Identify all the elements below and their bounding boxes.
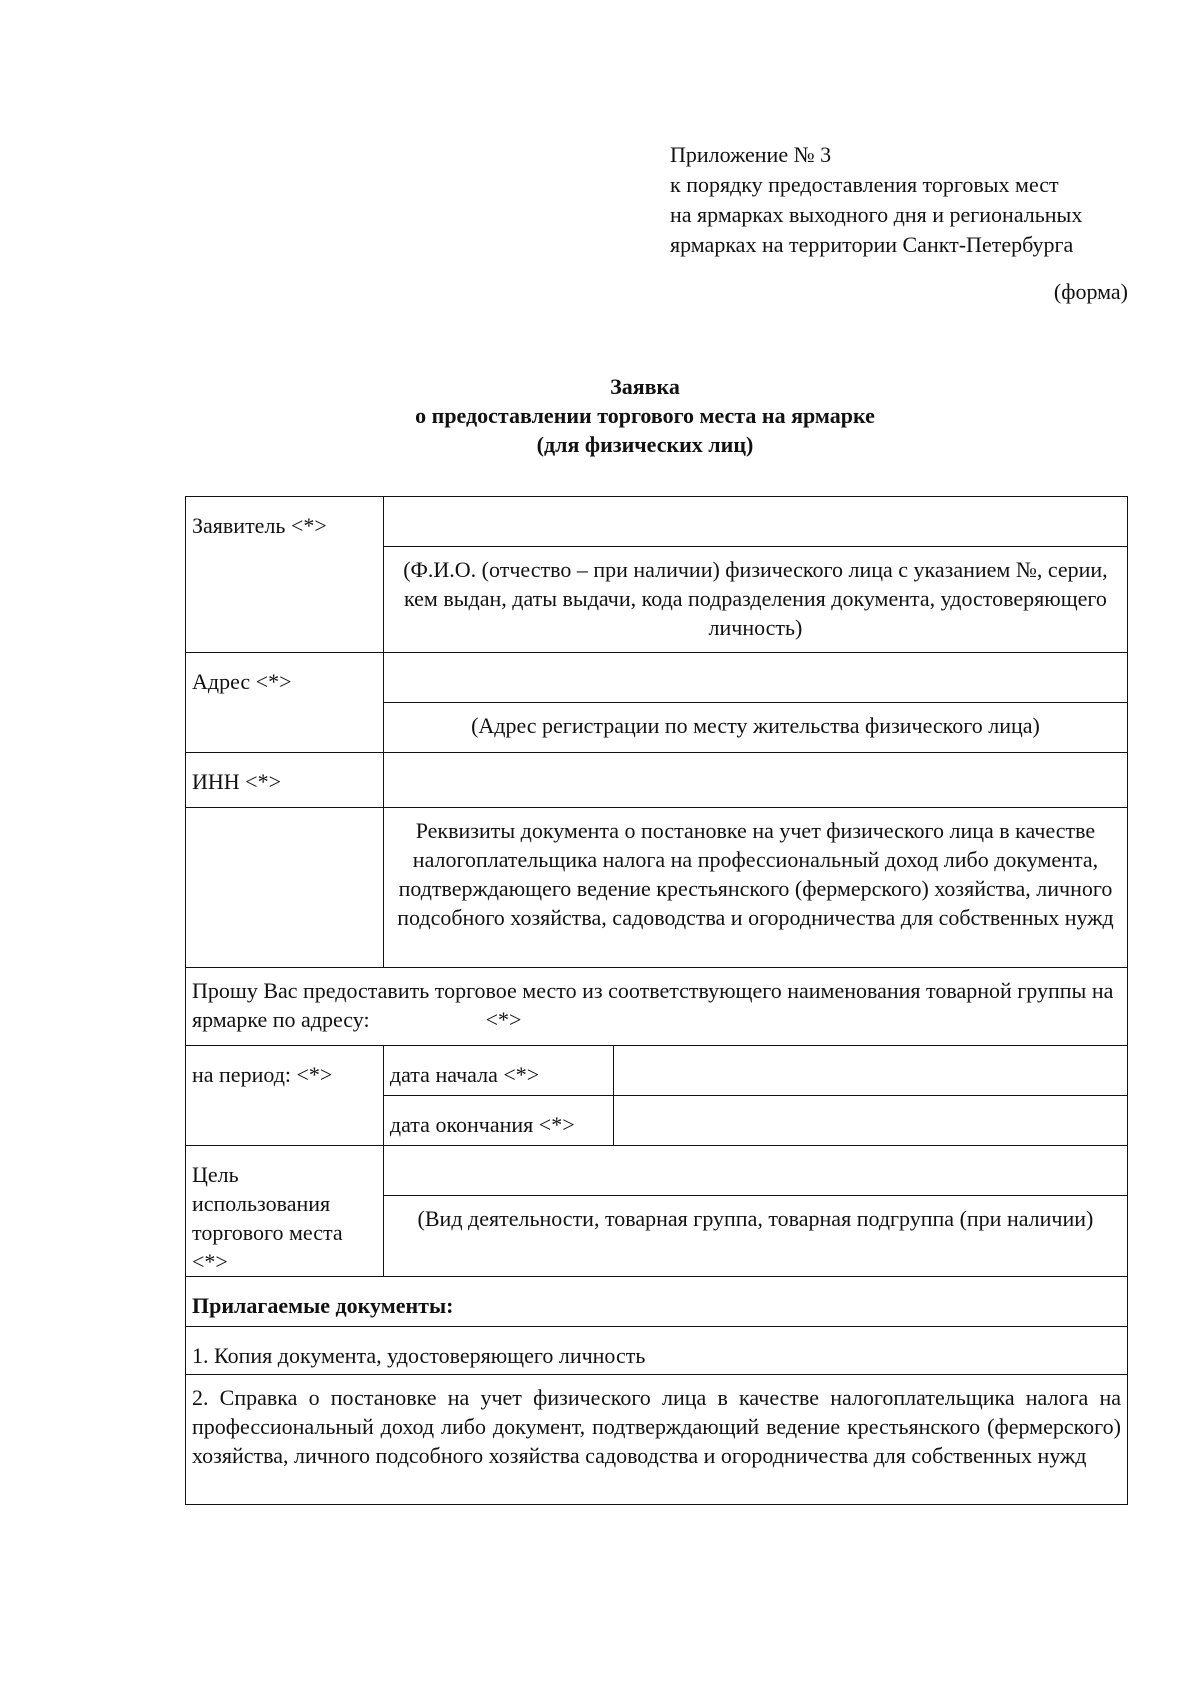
address-label: Адрес <*> bbox=[186, 653, 384, 753]
applicant-label: Заявитель <*> bbox=[186, 497, 384, 653]
period-label: на период: <*> bbox=[186, 1046, 384, 1146]
appendix-line: к порядку предоставления торговых мест bbox=[670, 172, 1059, 197]
inn-label: ИНН <*> bbox=[186, 753, 384, 808]
form-label: (форма) bbox=[1053, 279, 1128, 304]
inn-input[interactable] bbox=[383, 753, 1127, 808]
attachment-item-1: 1. Копия документа, удостоверяющего личность bbox=[186, 1327, 1128, 1375]
request-marker: <*> bbox=[485, 1007, 522, 1032]
purpose-hint: (Вид деятельности, товарная группа, товарная подгруппа (при наличии) bbox=[383, 1196, 1127, 1277]
requisites-empty-cell bbox=[186, 808, 384, 968]
requisites-hint: Реквизиты документа о постановке на учет физического лица в качестве налогоплательщика налога на профессиональный доход либо документа, подтверждающего ведение крестьянского (фермерского) хозяйства, личного подсобного хозяйства, садоводства и огородничества для собственных нужд bbox=[383, 808, 1127, 968]
end-date-input[interactable] bbox=[613, 1096, 1127, 1146]
request-cell bbox=[186, 968, 1128, 1046]
document-title bbox=[0, 372, 1200, 459]
request-text: Прошу Вас предоставить торговое место из соответствующего наименования товарной группы на ярмарке по адресу: bbox=[192, 978, 1114, 1032]
appendix-line: ярмарках на территории Санкт-Петербурга bbox=[670, 232, 1074, 257]
applicant-hint: (Ф.И.О. (отчество – при наличии) физического лица с указанием №, серии, кем выдан, даты выдачи, кода подразделения документа, удостоверяющего личность) bbox=[383, 547, 1127, 653]
start-date-label: дата начала <*> bbox=[383, 1046, 613, 1096]
applicant-input[interactable] bbox=[383, 497, 1127, 547]
end-date-label: дата окончания <*> bbox=[383, 1096, 613, 1146]
title-line-2: о предоставлении торгового места на ярмарке bbox=[415, 403, 875, 428]
purpose-label: Цель использования торгового места <*> bbox=[186, 1146, 384, 1277]
attachment-item-2: 2. Справка о постановке на учет физического лица в качестве налогоплательщика налога на профессиональный доход либо документ, подтверждающий ведение крестьянского (фермерского) хозяйства, личного подсобного хозяйства садоводства и огородничества для собственных нужд bbox=[186, 1375, 1128, 1505]
purpose-input[interactable] bbox=[383, 1146, 1127, 1196]
attachments-heading: Прилагаемые документы: bbox=[186, 1277, 1128, 1327]
appendix-line: Приложение № 3 bbox=[670, 142, 832, 167]
address-hint: (Адрес регистрации по месту жительства физического лица) bbox=[383, 703, 1127, 753]
address-input[interactable] bbox=[383, 653, 1127, 703]
start-date-input[interactable] bbox=[613, 1046, 1127, 1096]
title-line-3: (для физических лиц) bbox=[536, 432, 754, 457]
appendix-line: на ярмарках выходного дня и региональных bbox=[670, 202, 1083, 227]
appendix-header bbox=[670, 140, 1082, 260]
application-table bbox=[185, 496, 1128, 1505]
title-line-1: Заявка bbox=[610, 374, 680, 399]
